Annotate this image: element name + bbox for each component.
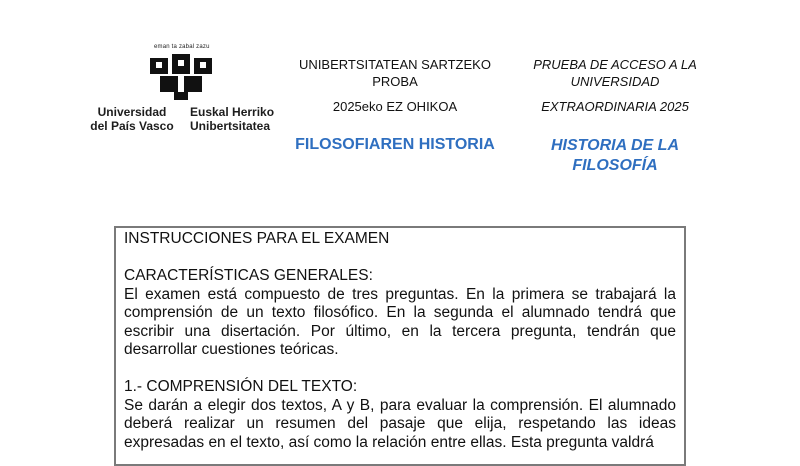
section1-heading: 1.- COMPRENSIÓN DEL TEXTO: [124, 378, 358, 395]
logo-name-spanish-line2: del País Vasco [90, 119, 174, 133]
exam-session-spanish: EXTRAORDINARIA 2025 [541, 99, 689, 114]
subject-title-spanish: HISTORIA DE LA FILOSOFÍA [550, 137, 679, 174]
general-heading: CARACTERÍSTICAS GENERALES: [124, 267, 373, 284]
logo-name-basque-line2: Unibertsitatea [190, 119, 271, 133]
exam-session-basque: 2025eko EZ OHIKOA [332, 99, 458, 114]
logo-name-spanish-line1: Universidad [97, 105, 167, 119]
university-logo [80, 44, 280, 136]
instructions-box [114, 226, 686, 466]
spacer [124, 249, 676, 268]
upv-ehu-emblem-icon [148, 52, 214, 100]
exam-title-basque: UNIBERTSITATEAN SARTZEKO PROBA [299, 57, 491, 89]
section1-text: Se darán a elegir dos textos, A y B, para evaluar la comprensión. El alumnado deberá realizar un resumen del pasaje que elija, respetando las ideas expresadas en el texto, así como la relación entre ellas. Esta pregunta valdrá [124, 396, 676, 451]
document-header [0, 0, 800, 200]
spacer [124, 360, 676, 379]
instructions-content [124, 230, 676, 452]
instructions-heading: INSTRUCCIONES PARA EL EXAMEN [124, 230, 390, 247]
logo-name-basque [190, 105, 290, 133]
subject-title-basque: FILOSOFIAREN HISTORIA [295, 136, 495, 153]
logo-name-spanish [82, 105, 182, 133]
general-text: El examen está compuesto de tres preguntas. En la primera se trabajará la comprensión de un texto filosófico. En la segunda el alumnado tendrá que escribir una disertación. Por último, en la tercera pregunta, tendrán que desarrollar cuestiones teóricas. [124, 285, 676, 358]
logo-motto: eman ta zabal zazu [154, 44, 210, 50]
exam-title-spanish: PRUEBA DE ACCESO A LA UNIVERSIDAD [533, 57, 697, 89]
logo-name-basque-line1: Euskal Herriko [190, 105, 275, 119]
